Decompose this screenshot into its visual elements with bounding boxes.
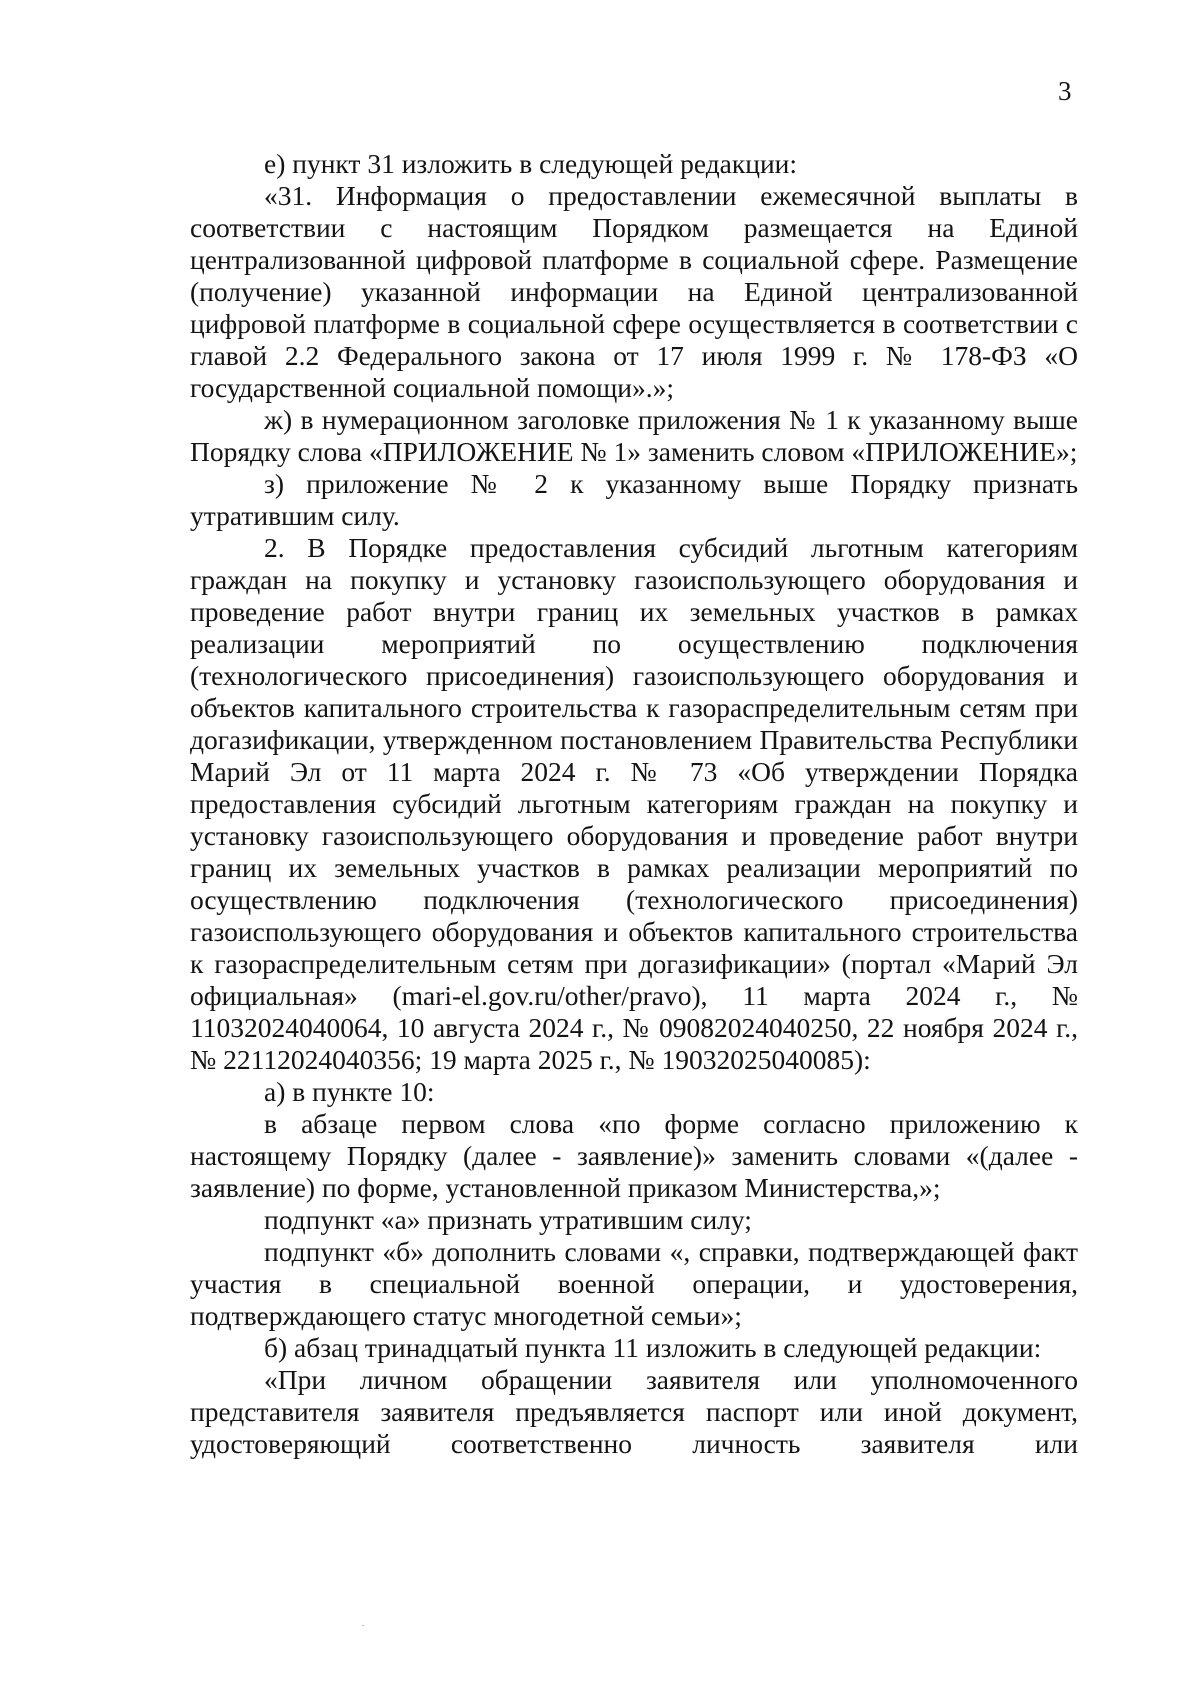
paragraph-point-31-text: «31. Информация о предоставлении ежемесячной выплаты в соответствии с настоящим Порядком размещается на Единой централизованной цифровой платформе в социальной сфере. Размещение (получение) указанной информации на Единой централизованной цифровой платформе в социальной сфере осуществляется в соответствии с главой 2.2 Федерального закона от 17 июля 1999 г. № 178-ФЗ «О государственной социальной помощи».»; [190, 180, 1078, 403]
paragraph-section-2: 2. В Порядке предоставления субсидий льготным категориям граждан на покупку и установку газоиспользующего оборудования и проведение работ внутри границ их земельных участков в рамках реализации мероприятий по осуществлению подключения (технологического присоединения) газоиспользующего оборудования и объектов капитального строительства к газораспределительным сетям при догазификации, утвержденном постановлением Правительства Республики Марий Эл от 11 марта 2024 г. № 73 «Об утверждении Порядка предоставления субсидий льготным категориям граждан на покупку и установку газоиспользующего оборудования и проведение работ внутри границ их земельных участков в рамках реализации мероприятий по осуществлению подключения (технологического присоединения) газоиспользующего оборудования и объектов капитального строительства к газораспределительным сетям при догазификации» (портал «Марий Эл официальная» (mari-el.gov.ru/other/pravo), 11 марта 2024 г., № 11032024040064, 10 августа 2024 г., № 09082024040250, 22 ноября 2024 г., № 22112024040356; 19 марта 2025 г., № 19032025040085): [190, 532, 1078, 1075]
paragraph-item-e: е) пункт 31 изложить в следующей редакции: [264, 148, 798, 179]
document-body [190, 148, 1078, 1460]
paragraph-item-a: а) в пункте 10: [264, 1076, 435, 1107]
page-number: 3 [1058, 76, 1072, 106]
paragraph-quote-personal-appeal: «При личном обращении заявителя или уполномоченного представителя заявителя предъявляется паспорт или иной документ, удостоверяющий соответственно личность заявителя или [190, 1364, 1078, 1459]
paragraph-item-b: б) абзац тринадцатый пункта 11 изложить в следующей редакции: [264, 1332, 1042, 1363]
paragraph-first-abzac: в абзаце первом слова «по форме согласно приложению к настоящему Порядку (далее - заявление)» заменить словами «(далее - заявление) по форме, установленной приказом Министерства,»; [190, 1108, 1078, 1203]
scan-artifact [362, 1625, 364, 1626]
paragraph-subitem-a: подпункт «а» признать утратившим силу; [264, 1204, 752, 1235]
paragraph-item-zh: ж) в нумерационном заголовке приложения № 1 к указанному выше Порядку слова «ПРИЛОЖЕНИЕ № 1» заменить словом «ПРИЛОЖЕНИЕ»; [190, 404, 1078, 467]
paragraph-subitem-b: подпункт «б» дополнить словами «, справки, подтверждающей факт участия в специальной военной операции, и удостоверения, подтверждающего статус многодетной семьи»; [190, 1236, 1078, 1331]
paragraph-item-z: з) приложение № 2 к указанному выше Порядку признать утратившим силу. [190, 468, 1078, 531]
